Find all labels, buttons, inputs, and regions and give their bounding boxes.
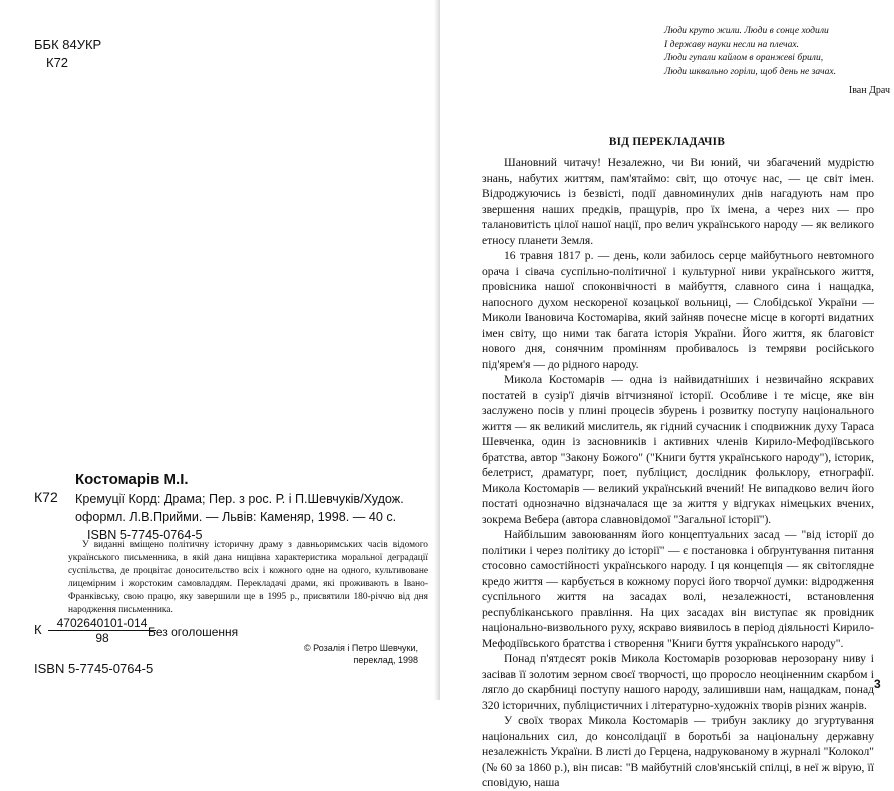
isbn-bottom: ISBN 5-7745-0764-5 <box>34 661 154 676</box>
epigraph <box>664 24 890 98</box>
page-number: 3 <box>874 677 881 691</box>
title-line-2: оформл. Л.В.Прийми. — Львів: Каменяр, 1998. — 40 с. <box>75 510 397 524</box>
epigraph-line: І державу науки несли на плечах. <box>664 38 800 50</box>
epigraph-line: Люди шквально горіли, щоб день не зачах. <box>664 65 837 77</box>
record-isbn: ISBN 5-7745-0764-5 <box>87 528 203 542</box>
epigraph-line: Люди гупали кайлом в оранжеві брили, <box>664 52 824 64</box>
epigraph-author: Іван Драч <box>848 85 890 97</box>
bibliographic-record <box>75 490 421 544</box>
copyright <box>304 642 418 666</box>
author-code: К72 <box>34 489 58 505</box>
epigraph-line: Люди круто жили. Люди в сонце ходили <box>664 25 829 36</box>
right-page <box>440 0 894 789</box>
author-name: Костомарів М.І. <box>75 471 189 488</box>
code-letter: К <box>34 622 42 637</box>
annotation: У виданні вміщено політичну історичну драму з давньоримських часів відомого українського письменника, в якій дана нищівна характеристика моральної деградації суспільства, де процвітає доносительство всіх і кожного одне на одного, культивоване лицемірним і жорстоким самовладдям. Перекладачі драми, які проживають в Івано-Франківську, свою працю, яку завершили ще в 1995 р., присвятили 180-річчю від дня народження письменника. <box>68 540 428 615</box>
bbk-index: ББК 84УКР <box>34 37 102 52</box>
paragraph: Понад п'ятдесят років Микола Костомарів розорював нерозорану ниву і засівав її золотим зерном своєї творчості, що проросло неоціненним скарбом і лягло до скарбниці поступу нашого народу, залишивши нам, нащадкам, понад 320 історичних, публіцистичних і літературно-художніх творів різних жанрів. <box>482 652 874 712</box>
paragraph: Шановний читачу! Незалежно, чи Ви юний, чи збагачений мудрістю знань, набутих життям, пам'ятаймо: світ, що оточує нас, — це світ імен. Відроджуючись із безвісті, події давноминулих днів нагадують нам про звершення наших предків, пращурів, про їх імена, а через них — про талановитість цілої нашої нації, про велич українського народу — як великого етносу планети Земля. <box>482 156 874 247</box>
bbk-author-code: К72 <box>46 55 69 70</box>
code-denominator: 98 <box>95 631 109 645</box>
title-line-1: Кремуції Корд: Драма; Пер. з рос. Р. і П.Шевчуків/Худож. <box>75 492 404 506</box>
copyright-line-2: переклад, 1998 <box>353 655 418 665</box>
paragraph: Найбільшим завоюванням його концептуальних засад — "від історії до політики і через політику до історії" — є постановка і обґрунтування питання стосовно самостійності українського народу. І ця концепція — як світоглядне кредо життя — карбується в кожному порусі його творчої думки: відродження суспільного життя на засадах волі, незалежності, встановлення республіканського правління. На цих засадах він виступає як провідник національно-визвольного руху, яскраво виявилось в період діяльності Кирило-Мефодіївського братства і створення "Книги буття українського народу". <box>482 528 874 650</box>
copyright-line-1: © Розалія і Петро Шевчуки, <box>304 643 418 653</box>
code-numerator: 4702640101-014 <box>48 616 156 631</box>
preface-body <box>482 155 874 791</box>
code-fraction <box>48 616 156 645</box>
bbk-classification <box>34 36 101 72</box>
paragraph: 16 травня 1817 р. — день, коли забилось серце майбутнього невтомного орача і сівача суспільно-політичної і культурної ниви українського життя, провісника нашої споконвічності в майбуття, славного сина і нащадка, напосного духом нескореної козацької вольниці, — Слобідської України — Миколи Івановича Костомаріва, який зайняв почесне місце в когорті видатних імен світу, що ними так багата історія України. Його життя, як благовіст нового дня, сонячним промінням пробивалось із темряви російського під'ярем'я — до рідного народу. <box>482 249 874 371</box>
no-announcement: Без оголошення <box>148 625 239 639</box>
left-page <box>0 0 438 700</box>
paragraph: У своїх творах Микола Костомарів — трибун заклику до згуртування національних сил, до консолідації в боротьбі за національну державну незалежність України. В листі до Герцена, надрукованому в журналі "Колокол" (№ 60 за 1860 р.), він писав: "В майбутній слов'янській спілці, в неї ж вірую, її сповідую, наша <box>482 714 874 789</box>
section-title: ВІД ПЕРЕКЛАДАЧІВ <box>608 136 726 148</box>
paragraph: Микола Костомарів — одна із найвидатніших і незвичайно яскравих постатей в сузір'ї діячів вітчизняної історії. Особливе і те місце, яке він заслужено посів у плині процесів збурень і розвитку поступу національного життя — як великий мислитель, як гідний сучасник і сподвижник духу Тараса Шевченка, один із засновників і активних членів Кирило-Мефодіївського братства, автор "Закону Божого" ("Книги буття українського народу"), історик, белетрист, драматург, поет, публіцист, дослідник фольклору, етнографії. Микола Костомарів — великий український вчений! Не випадково велич його постаті однозначно відзначалася ще за життя у відгуках німецьких вчених, зокрема Вебера (автора славновідомої "Загальної історії"). <box>482 373 874 526</box>
